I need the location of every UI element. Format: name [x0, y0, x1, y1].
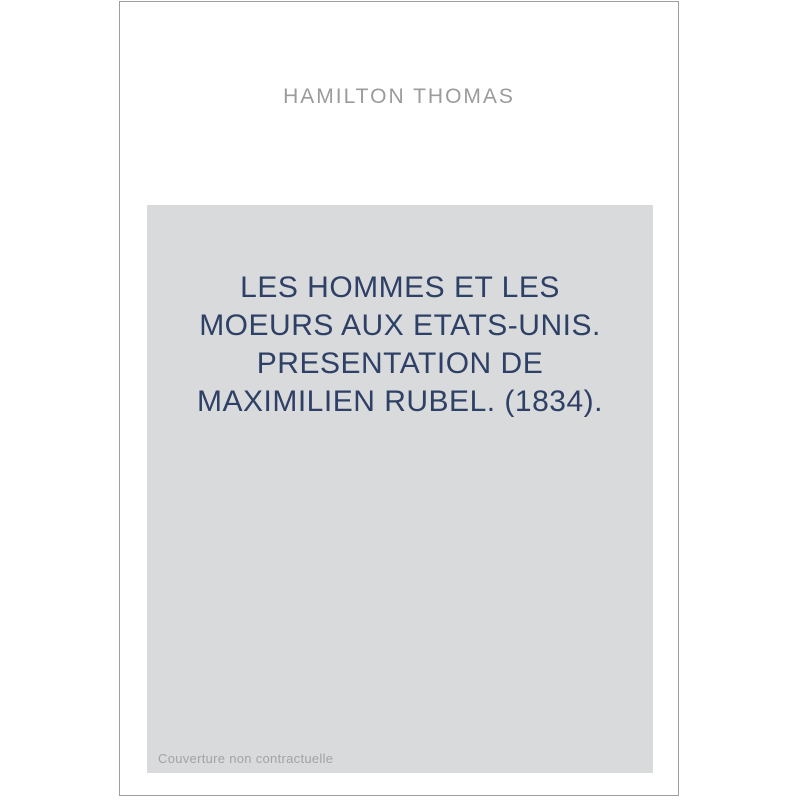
book-title-line: LES HOMMES ET LES — [240, 271, 560, 304]
author-name: HAMILTON THOMAS — [283, 85, 515, 108]
cover-page — [119, 1, 679, 796]
cover-disclaimer: Couverture non contractuelle — [158, 751, 334, 766]
title-panel — [147, 205, 653, 773]
book-title — [147, 269, 653, 421]
book-title-line: MAXIMILIEN RUBEL. (1834). — [197, 385, 603, 418]
book-title-line: PRESENTATION DE — [256, 347, 544, 380]
book-title-line: MOEURS AUX ETATS-UNIS. — [199, 309, 601, 342]
